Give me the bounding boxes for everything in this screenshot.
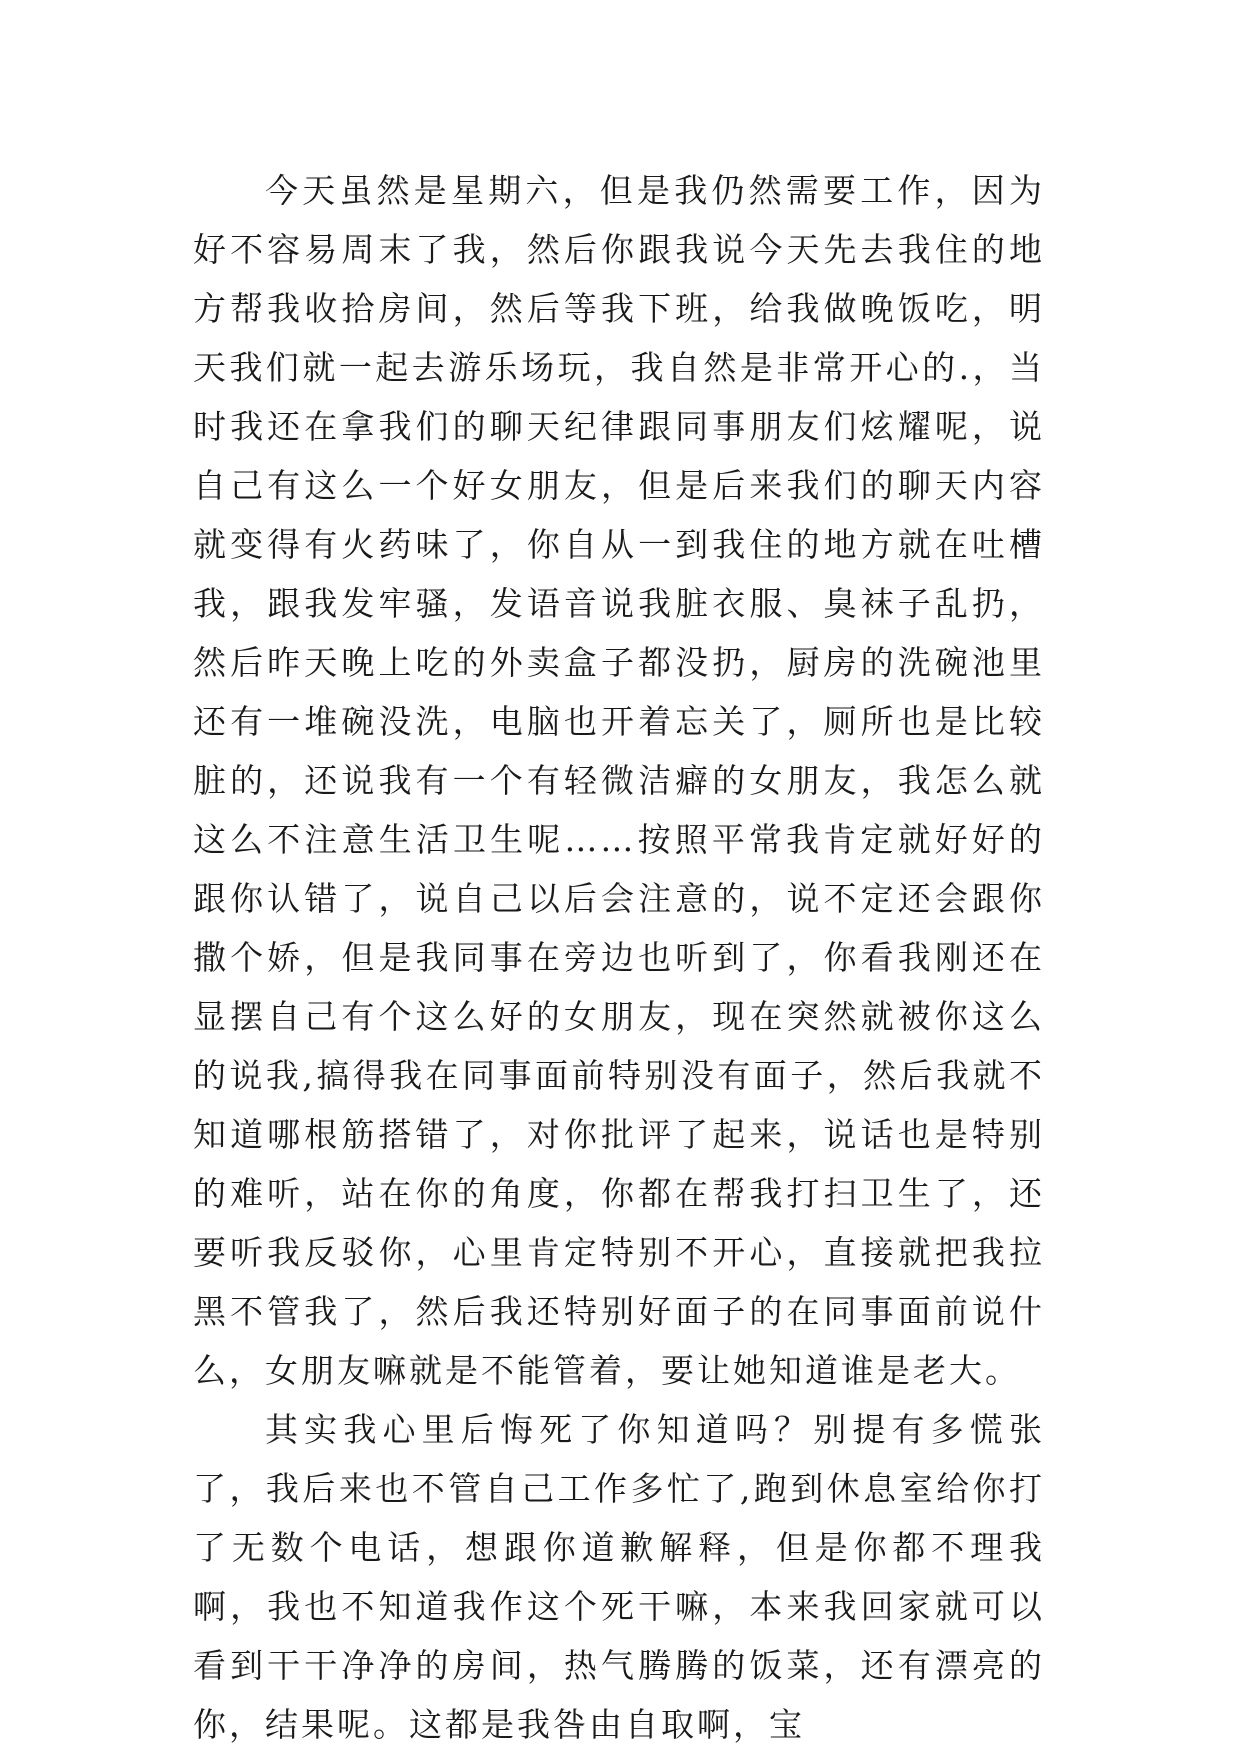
paragraph-2: 其实我心里后悔死了你知道吗？别提有多慌张了，我后来也不管自己工作多忙了,跑到休息室给你打了无数个电话，想跟你道歉解释，但是你都不理我啊，我也不知道我作这个死干嘛，本来我回家就可以看到干干净净的房间，热气腾腾的饭菜，还有漂亮的你，结果呢。这都是我咎由自取啊，宝 (193, 1410, 1045, 1744)
document-body (193, 161, 1045, 1754)
paragraph-1: 今天虽然是星期六，但是我仍然需要工作，因为好不容易周末了我，然后你跟我说今天先去我住的地方帮我收拾房间，然后等我下班，给我做晚饭吃，明天我们就一起去游乐场玩，我自然是非常开心的.，当时我还在拿我们的聊天纪律跟同事朋友们炫耀呢，说自己有这么一个好女朋友，但是后来我们的聊天内容就变得有火药味了，你自从一到我住的地方就在吐槽我，跟我发牢骚，发语音说我脏衣服、臭袜子乱扔，然后昨天晚上吃的外卖盒子都没扔，厨房的洗碗池里还有一堆碗没洗，电脑也开着忘关了，厕所也是比较脏的，还说我有一个有轻微洁癖的女朋友，我怎么就这么不注意生活卫生呢……按照平常我肯定就好好的跟你认错了，说自己以后会注意的，说不定还会跟你撒个娇，但是我同事在旁边也听到了，你看我刚还在显摆自己有个这么好的女朋友，现在突然就被你这么的说我,搞得我在同事面前特别没有面子，然后我就不知道哪根筋搭错了，对你批评了起来，说话也是特别的难听，站在你的角度，你都在帮我打扫卫生了，还要听我反驳你，心里肯定特别不开心，直接就把我拉黑不管我了，然后我还特别好面子的在同事面前说什么，女朋友嘛就是不能管着，要让她知道谁是老大。 (193, 171, 1045, 1390)
